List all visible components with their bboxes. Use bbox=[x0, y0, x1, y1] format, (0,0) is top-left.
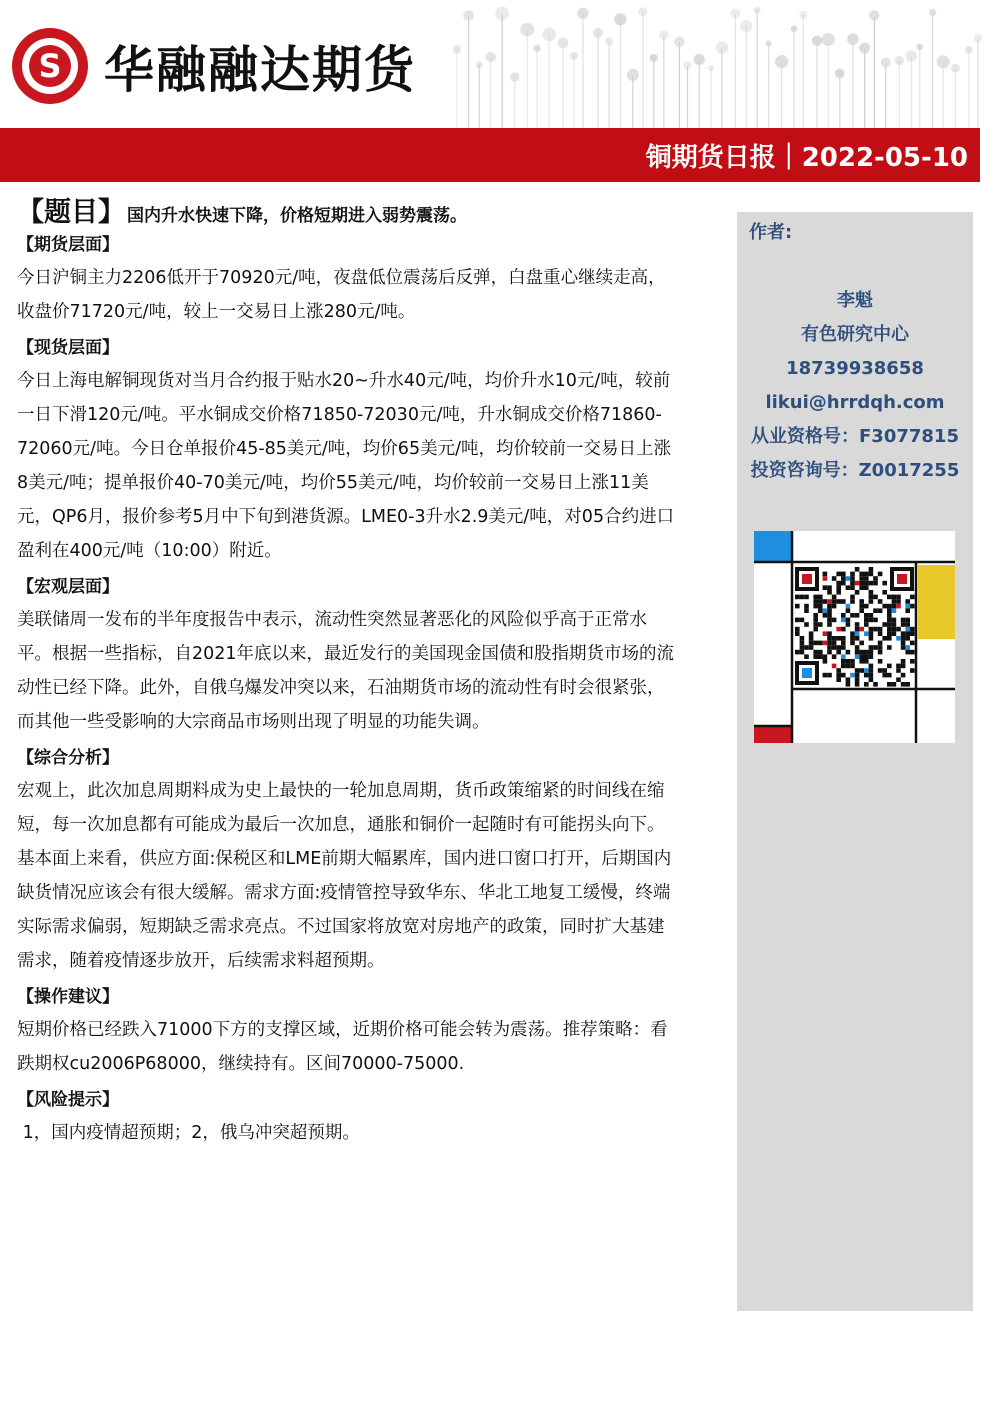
section-title: 【宏观层面】 bbox=[17, 577, 119, 597]
qualification-number: 从业资格号：F3077815 bbox=[751, 426, 959, 447]
qr-code-icon bbox=[754, 531, 955, 743]
text-line: 短期价格已经跌入71000下方的支撑区域，近期价格可能会转为震荡。推荐策略：看 bbox=[17, 1020, 668, 1040]
author-sidebar bbox=[737, 212, 973, 1311]
report-title-bar bbox=[0, 128, 980, 182]
section-title: 【风险提示】 bbox=[17, 1090, 119, 1110]
text-line: 而其他一些受影响的大宗商品市场则出现了明显的功能失调。 bbox=[17, 712, 490, 732]
headline-text: 国内升水快速下降，价格短期进入弱势震荡。 bbox=[127, 206, 467, 226]
section-title: 【期货层面】 bbox=[17, 235, 119, 255]
author-email: likui@hrrdqh.com bbox=[765, 392, 945, 413]
company-name: 华融融达期货 bbox=[104, 41, 416, 99]
sections bbox=[17, 229, 729, 1150]
section-title: 【操作建议】 bbox=[17, 987, 119, 1007]
text-line: 今日上海电解铜现货对当月合约报于贴水20~升水40元/吨，均价升水10元/吨，较前 bbox=[17, 371, 671, 391]
section-body bbox=[17, 1116, 729, 1150]
company-logo bbox=[12, 26, 416, 106]
author-label: 作者: bbox=[749, 222, 793, 243]
author-name: 李魁 bbox=[837, 290, 873, 311]
headline-tag: 【题目】 bbox=[17, 197, 125, 228]
section-title: 【综合分析】 bbox=[17, 748, 119, 768]
text-line: 动性已经下降。此外，自俄乌爆发冲突以来，石油期货市场的流动性有时会很紧张， bbox=[17, 678, 665, 698]
text-line: 元，QP6月，报价参考5月中下旬到港货源。LME0-3升水2.9美元/吨，对05合约进口 bbox=[17, 507, 675, 527]
text-line: 需求，随着疫情逐步放开，后续需求料超预期。 bbox=[17, 951, 385, 971]
text-line: 收盘价71720元/吨，较上一交易日上涨280元/吨。 bbox=[17, 302, 416, 322]
author-department: 有色研究中心 bbox=[801, 324, 909, 345]
text-line: 盈利在400元/吨（10:00）附近。 bbox=[17, 541, 282, 561]
text-line: 一日下滑120元/吨。平水铜成交价格71850-72030元/吨，升水铜成交价格71860- bbox=[17, 405, 662, 425]
text-line: 宏观上，此次加息周期料成为史上最快的一轮加息周期，货币政策缩紧的时间线在缩 bbox=[17, 781, 665, 801]
blue-block bbox=[754, 531, 792, 561]
qr-panel bbox=[754, 531, 955, 743]
text-line: 实际需求偏弱，短期缺乏需求亮点。不过国家将放宽对房地产的政策，同时扩大基建 bbox=[17, 917, 665, 937]
text-line: 今日沪铜主力2206低开于70920元/吨，夜盘低位震荡后反弹，白盘重心继续走高， bbox=[17, 268, 666, 288]
headline bbox=[17, 190, 729, 226]
red-block bbox=[754, 727, 792, 743]
author-phone: 18739938658 bbox=[786, 358, 924, 379]
huarong-logo-icon bbox=[12, 28, 88, 104]
text-line: 跌期权cu2006P68000，继续持有。区间70000-75000. bbox=[17, 1054, 465, 1074]
section-body bbox=[17, 603, 729, 739]
text-line: 1，国内疫情超预期；2，俄乌冲突超预期。 bbox=[17, 1123, 360, 1143]
text-line: 平。根据一些指标，自2021年底以来，最近发行的美国现金国债和股指期货市场的流 bbox=[17, 644, 675, 664]
text-line: 72060元/吨。今日仓单报价45-85美元/吨，均价65美元/吨，均价较前一交易日上涨 bbox=[17, 439, 671, 459]
consulting-number: 投资咨询号：Z0017255 bbox=[750, 460, 960, 481]
text-line: 美联储周一发布的半年度报告中表示，流动性突然显著恶化的风险似乎高于正常水 bbox=[17, 610, 647, 630]
text-line: 短，每一次加息都有可能成为最后一次加息，通胀和铜价一起随时有可能拐头向下。 bbox=[17, 815, 665, 835]
section-body bbox=[17, 1013, 729, 1081]
section-body bbox=[17, 774, 729, 978]
report-body bbox=[17, 190, 729, 1150]
text-line: 基本面上来看，供应方面:保税区和LME前期大幅累库，国内进口窗口打开，后期国内 bbox=[17, 849, 672, 869]
author-info bbox=[737, 284, 973, 488]
text-line: 8美元/吨；提单报价40-70美元/吨，均价55美元/吨，均价较前一交易日上涨11美 bbox=[17, 473, 649, 493]
text-line: 缺货情况应该会有很大缓解。需求方面:疫情管控导致华东、华北工地复工缓慢，终端 bbox=[17, 883, 671, 903]
section-body bbox=[17, 364, 729, 568]
section-body bbox=[17, 261, 729, 329]
yellow-block bbox=[918, 565, 955, 639]
header-decoration bbox=[445, 0, 992, 128]
section-title: 【现货层面】 bbox=[17, 338, 119, 358]
report-title: 铜期货日报｜2022-05-10 bbox=[645, 142, 968, 173]
